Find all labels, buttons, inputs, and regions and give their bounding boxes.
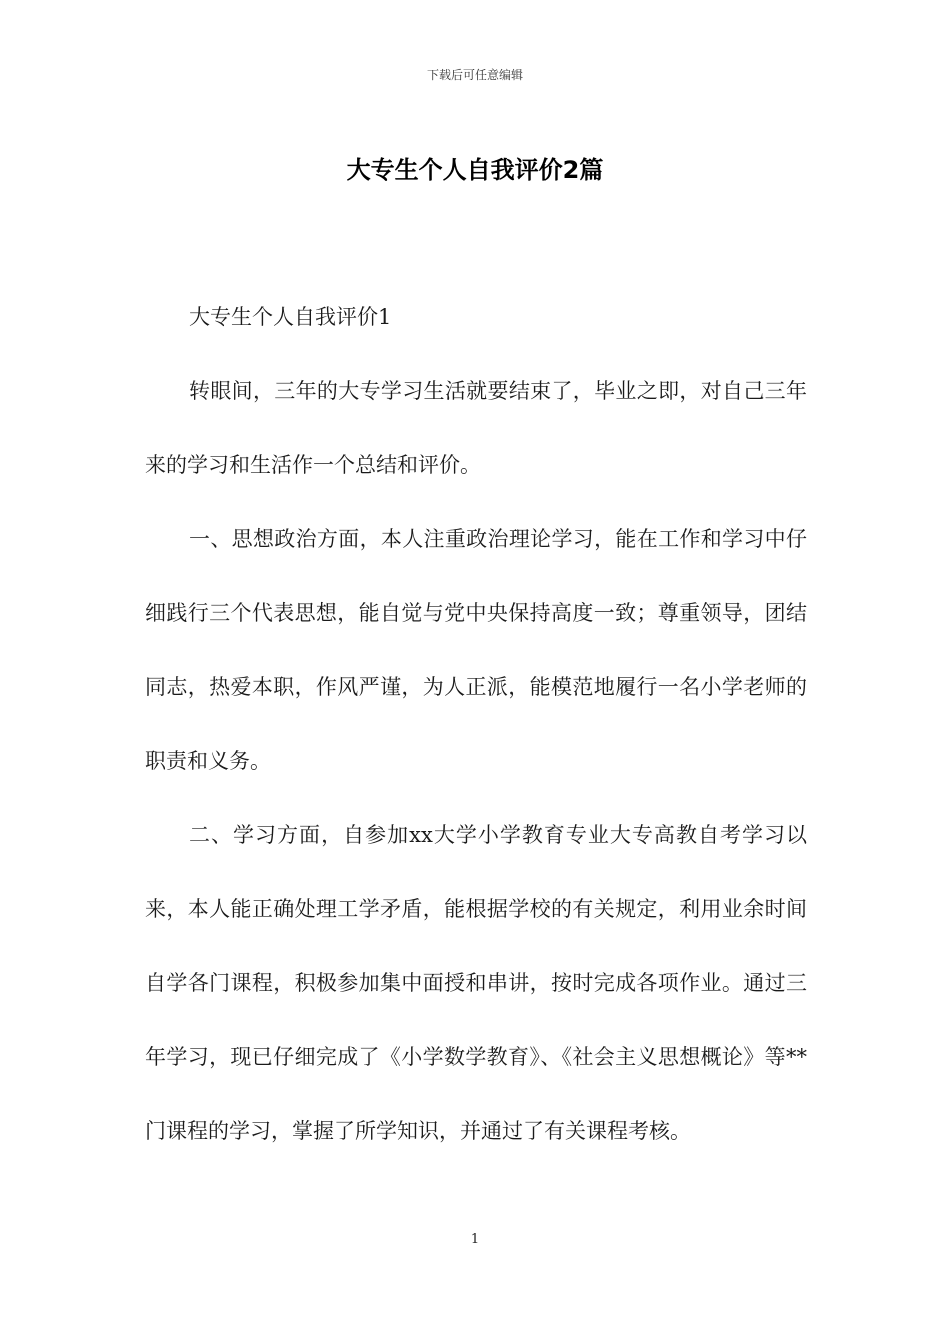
section-heading: 大专生个人自我评价1 [189,305,392,329]
paragraph-political: 一、思想政治方面，本人注重政治理论学习，能在工作和学习中仔细践行三个代表思想，能自觉与党中央保持高度一致；尊重领导，团结同志，热爱本职，作风严谨，为人正派，能模范地履行一名小学老师的职责和义务。 [145,527,807,773]
document-body [145,280,807,1168]
page-number: 1 [470,1232,480,1247]
paragraph-study: 二、学习方面，自参加xx大学小学教育专业大专高教自考学习以来，本人能正确处理工学矛盾，能根据学校的有关规定，利用业余时间自学各门课程，积极参加集中面授和串讲，按时完成各项作业。通过三年学习，现已仔细完成了《小学数学教育》、《社会主义思想概论》等**门课程的学习，掌握了所学知识，并通过了有关课程考核。 [145,823,807,1143]
header-note: 下载后可任意编辑 [426,68,523,82]
document-title: 大专生个人自我评价2篇 [346,156,604,184]
paragraph-intro: 转眼间，三年的大专学习生活就要结束了，毕业之即，对自己三年来的学习和生活作一个总结和评价。 [145,379,807,477]
